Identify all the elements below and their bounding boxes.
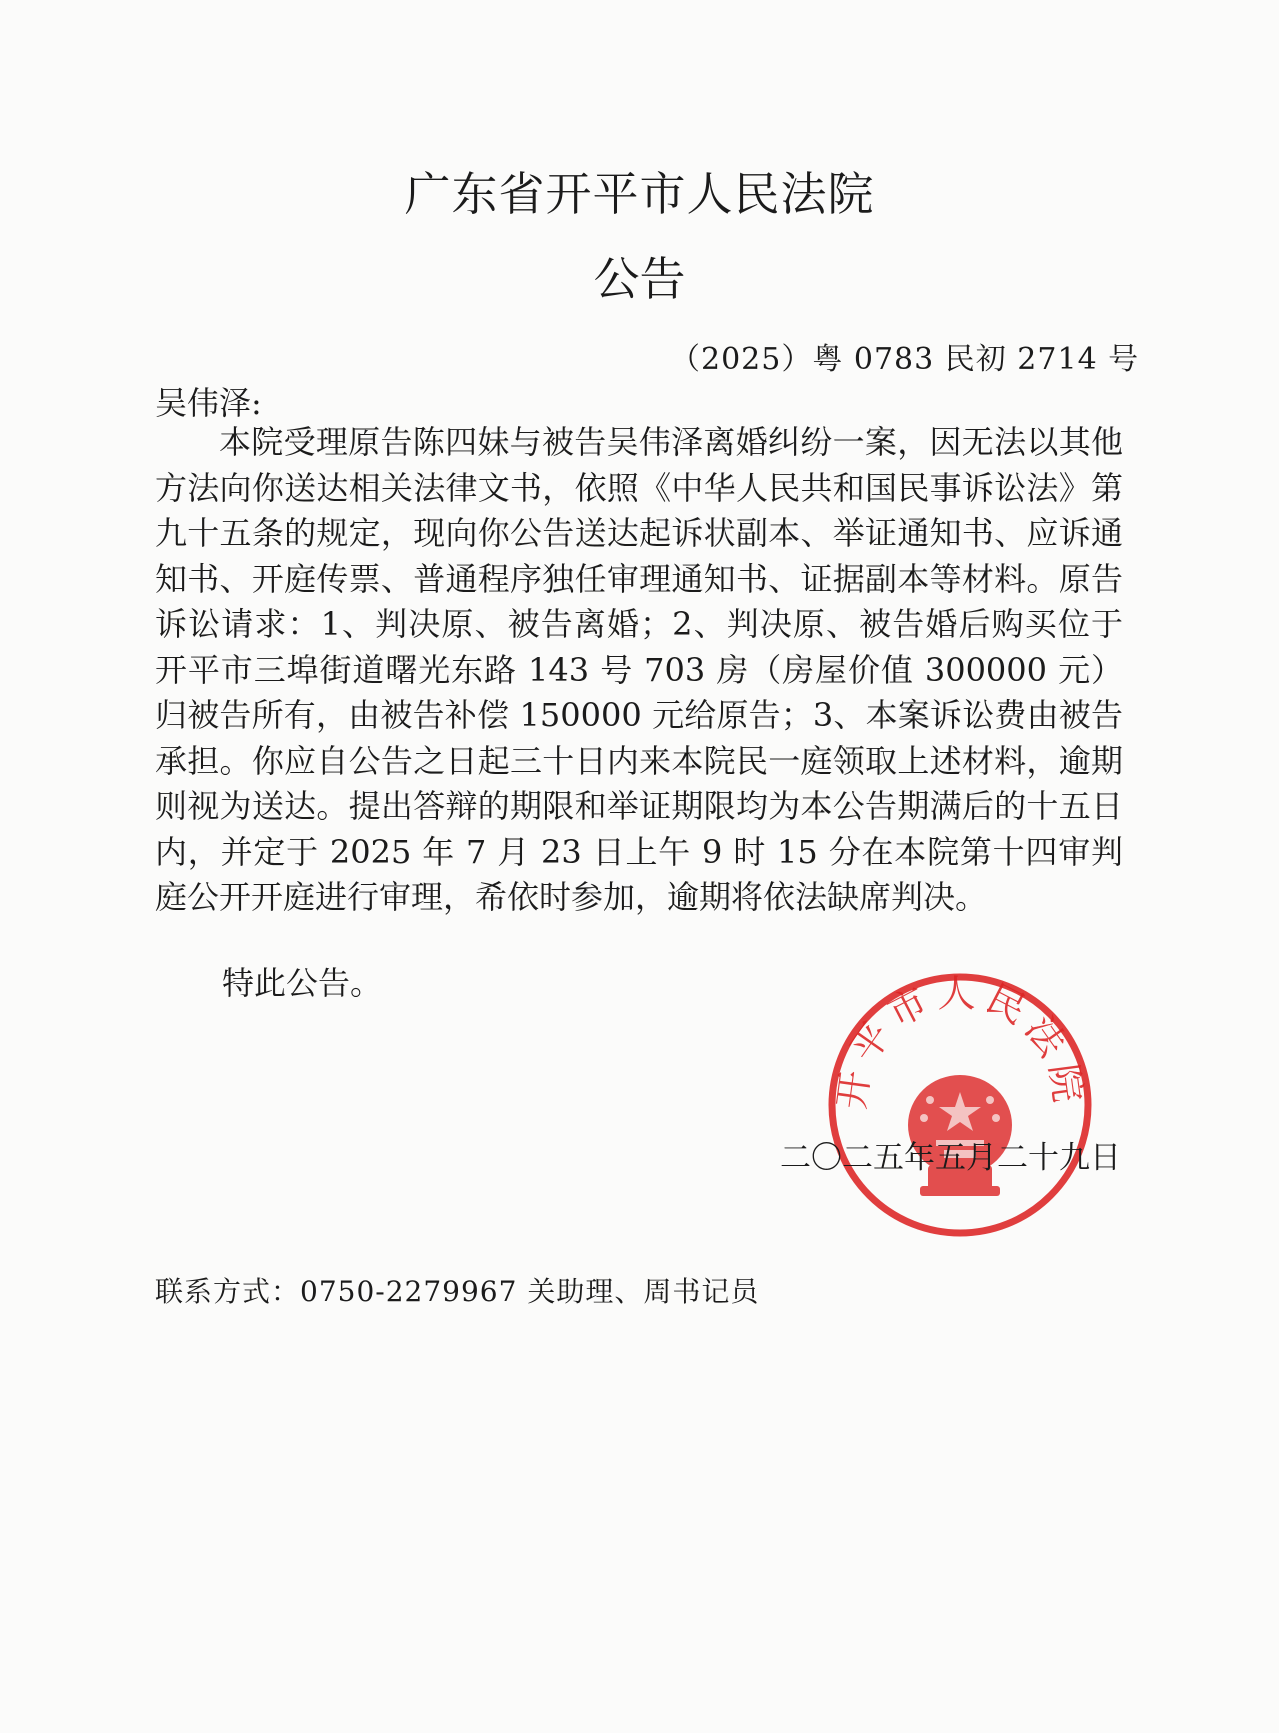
court-seal bbox=[820, 960, 1100, 1250]
contact-info: 联系方式：0750-2279967 关助理、周书记员 bbox=[155, 1275, 760, 1308]
notice-body: 本院受理原告陈四妹与被告吴伟泽离婚纠纷一案，因无法以其他方法向你送达相关法律文书，依照《中华人民共和国民事诉讼法》第九十五条的规定，现向你公告送达起诉状副本、举证通知书、应诉通知书、开庭传票、普通程序独任审理通知书、证据副本等材料。原告诉讼请求：1、判决原、被告离婚；2、判决原、被告婚后购买位于开平市三埠街道曙光东路 143 号 703 房（房屋价值 300000 元）归被告所有，由被告补偿 150000 元给原告；3、本案诉讼费由被告承担。你应自公告之日起三十日内来本院民一庭领取上述材料，逾期则视为送达。提出答辩的期限和举证期限均为本公告期满后的十五日内，并定于 2025 年 7 月 23 日上午 9 时 15 分在本院第十四审判庭公开开庭进行审理，希依时参加，逾期将依法缺席判决。 bbox=[155, 423, 1123, 916]
seal-text: 开平市人民法院 bbox=[829, 971, 1091, 1112]
issue-date: 二〇二五年五月二十九日 bbox=[780, 1140, 1121, 1176]
closing-text: 特此公告。 bbox=[222, 964, 383, 1002]
document-title: 公告 bbox=[593, 252, 686, 306]
court-name: 广东省开平市人民法院 bbox=[404, 167, 875, 221]
case-number: （2025）粤 0783 民初 2714 号 bbox=[670, 342, 1140, 377]
addressee: 吴伟泽: bbox=[155, 384, 262, 422]
